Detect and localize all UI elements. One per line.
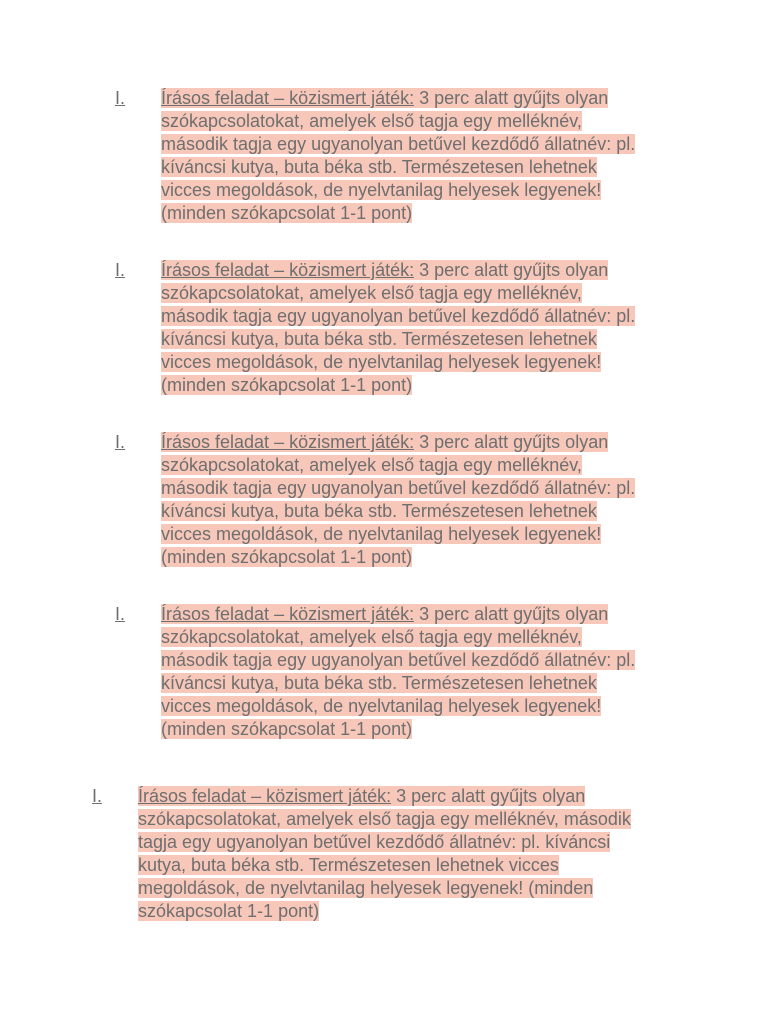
task-title: Írásos feladat – közismert játék: (161, 432, 415, 452)
task-title: Írásos feladat – közismert játék: (161, 604, 415, 624)
task-title: Írásos feladat – közismert játék: (138, 786, 392, 806)
task-title: Írásos feladat – közismert játék: (161, 88, 415, 108)
text-line: vicces megoldások, de nyelvtanilag helyesek legyenek! (161, 696, 602, 716)
text-line: 3 perc alatt gyűjts olyan (391, 786, 586, 806)
text-line: (minden szókapcsolat 1-1 pont) (161, 719, 413, 739)
text-line: szókapcsolatokat, amelyek első tagja egy melléknév, (161, 455, 582, 475)
text-line: megoldások, de nyelvtanilag helyesek legyenek! (minden (138, 878, 594, 898)
text-line: vicces megoldások, de nyelvtanilag helyesek legyenek! (161, 352, 602, 372)
text-line: tagja egy ugyanolyan betűvel kezdődő állatnév: pl. kíváncsi (138, 832, 611, 852)
text-line: szókapcsolatokat, amelyek első tagja egy melléknév, (161, 627, 582, 647)
text-line: szókapcsolatokat, amelyek első tagja egy melléknév, második (138, 809, 631, 829)
list-marker: I. (115, 260, 126, 280)
text-line: kíváncsi kutya, buta béka stb. Természetesen lehetnek (161, 501, 597, 521)
task-paragraph (161, 87, 635, 225)
task-paragraph (161, 431, 635, 569)
text-line: 3 perc alatt gyűjts olyan (414, 88, 609, 108)
list-marker: I. (115, 432, 126, 452)
list-marker: I. (92, 786, 103, 806)
text-line: 3 perc alatt gyűjts olyan (414, 432, 609, 452)
text-line: szókapcsolatokat, amelyek első tagja egy melléknév, (161, 111, 582, 131)
task-paragraph (161, 259, 635, 397)
text-line: kíváncsi kutya, buta béka stb. Természetesen lehetnek (161, 329, 597, 349)
task-paragraph (138, 785, 631, 923)
list-marker: I. (115, 604, 126, 624)
text-line: (minden szókapcsolat 1-1 pont) (161, 547, 413, 567)
text-line: kíváncsi kutya, buta béka stb. Természetesen lehetnek (161, 157, 597, 177)
text-line: második tagja egy ugyanolyan betűvel kezdődő állatnév: pl. (161, 134, 636, 154)
text-line: 3 perc alatt gyűjts olyan (414, 260, 609, 280)
text-line: kutya, buta béka stb. Természetesen lehetnek vicces (138, 855, 559, 875)
text-line: szókapcsolatokat, amelyek első tagja egy melléknév, (161, 283, 582, 303)
task-title: Írásos feladat – közismert játék: (161, 260, 415, 280)
text-line: második tagja egy ugyanolyan betűvel kezdődő állatnév: pl. (161, 650, 636, 670)
text-line: 3 perc alatt gyűjts olyan (414, 604, 609, 624)
text-line: (minden szókapcsolat 1-1 pont) (161, 203, 413, 223)
text-line: második tagja egy ugyanolyan betűvel kezdődő állatnév: pl. (161, 306, 636, 326)
text-line: szókapcsolat 1-1 pont) (138, 901, 320, 921)
text-line: vicces megoldások, de nyelvtanilag helyesek legyenek! (161, 524, 602, 544)
text-line: vicces megoldások, de nyelvtanilag helyesek legyenek! (161, 180, 602, 200)
text-line: második tagja egy ugyanolyan betűvel kezdődő állatnév: pl. (161, 478, 636, 498)
task-paragraph (161, 603, 635, 741)
text-line: kíváncsi kutya, buta béka stb. Természetesen lehetnek (161, 673, 597, 693)
list-marker: I. (115, 88, 126, 108)
text-line: (minden szókapcsolat 1-1 pont) (161, 375, 413, 395)
